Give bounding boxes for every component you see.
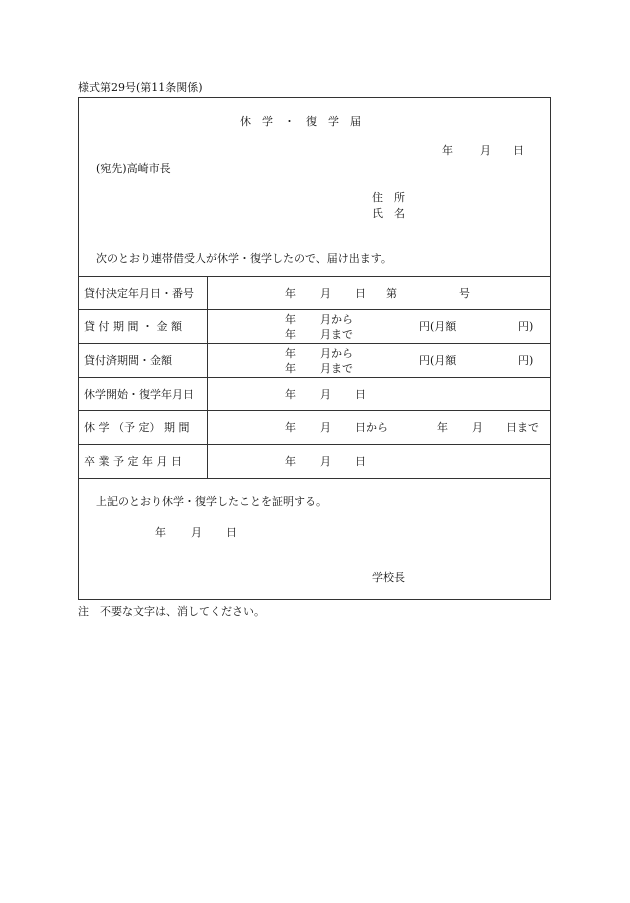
table-line <box>78 444 551 445</box>
leave-start-month: 月 <box>320 388 331 401</box>
row-label-loan-decision: 貸付決定年月日・番号 <box>84 287 194 300</box>
loan-decision-month: 月 <box>320 287 331 300</box>
graduation-day: 日 <box>355 455 366 468</box>
row-label-graduation: 卒 業 予 定 年 月 日 <box>84 455 182 468</box>
row-label-leave-period: 休 学 （予 定） 期 間 <box>84 421 190 434</box>
cert-date-day: 日 <box>226 526 237 539</box>
cert-date-month: 月 <box>191 526 202 539</box>
table-line <box>78 343 551 344</box>
paid-period-to-year: 年 <box>285 362 296 375</box>
form-number: 様式第29号(第11条関係) <box>78 81 203 94</box>
row-label-paid-period: 貸付済期間・金額 <box>84 354 172 367</box>
cert-date-year: 年 <box>155 526 166 539</box>
row-label-loan-period: 貸 付 期 間 ・ 金 額 <box>84 320 182 333</box>
footnote: 注 不要な文字は、消してください。 <box>78 605 265 618</box>
certification-text: 上記のとおり休学・復学したことを証明する。 <box>96 495 327 508</box>
loan-period-from-year: 年 <box>285 313 296 326</box>
table-line <box>78 309 551 310</box>
graduation-month: 月 <box>320 455 331 468</box>
form-title: 休 学 ・ 復 学 届 <box>240 115 361 128</box>
loan-decision-dai: 第 <box>386 287 397 300</box>
paid-period-from-month: 月から <box>320 347 353 360</box>
row-label-leave-start: 休学開始・復学年月日 <box>84 388 194 401</box>
loan-period-monthly-close: 円) <box>518 320 534 333</box>
date-year: 年 <box>442 144 453 157</box>
date-month: 月 <box>480 144 491 157</box>
leave-period-from-year: 年 <box>285 421 296 434</box>
loan-decision-year: 年 <box>285 287 296 300</box>
table-line <box>78 478 551 479</box>
table-line <box>78 410 551 411</box>
date-day: 日 <box>513 144 524 157</box>
name-label: 氏 名 <box>372 207 405 220</box>
paid-period-monthly-open: 円(月額 <box>419 354 457 367</box>
loan-period-monthly-open: 円(月額 <box>419 320 457 333</box>
loan-decision-go: 号 <box>459 287 470 300</box>
graduation-year: 年 <box>285 455 296 468</box>
paid-period-from-year: 年 <box>285 347 296 360</box>
paid-period-to-month: 月まで <box>320 362 353 375</box>
paid-period-monthly-close: 円) <box>518 354 534 367</box>
table-line <box>78 377 551 378</box>
principal-label: 学校長 <box>372 571 405 584</box>
leave-period-to-day: 日まで <box>506 421 539 434</box>
addressee: (宛先)高崎市長 <box>96 162 171 175</box>
leave-period-to-year: 年 <box>437 421 448 434</box>
loan-period-to-month: 月まで <box>320 328 353 341</box>
leave-period-from-month: 月 <box>320 421 331 434</box>
leave-period-to-month: 月 <box>472 421 483 434</box>
table-line <box>78 276 551 277</box>
statement: 次のとおり連帯借受人が休学・復学したので、届け出ます。 <box>96 252 392 265</box>
leave-start-year: 年 <box>285 388 296 401</box>
loan-period-to-year: 年 <box>285 328 296 341</box>
loan-period-from-month: 月から <box>320 313 353 326</box>
address-label: 住 所 <box>372 191 405 204</box>
leave-start-day: 日 <box>355 388 366 401</box>
leave-period-from-day: 日から <box>355 421 388 434</box>
table-divider <box>207 276 208 478</box>
loan-decision-day: 日 <box>355 287 366 300</box>
